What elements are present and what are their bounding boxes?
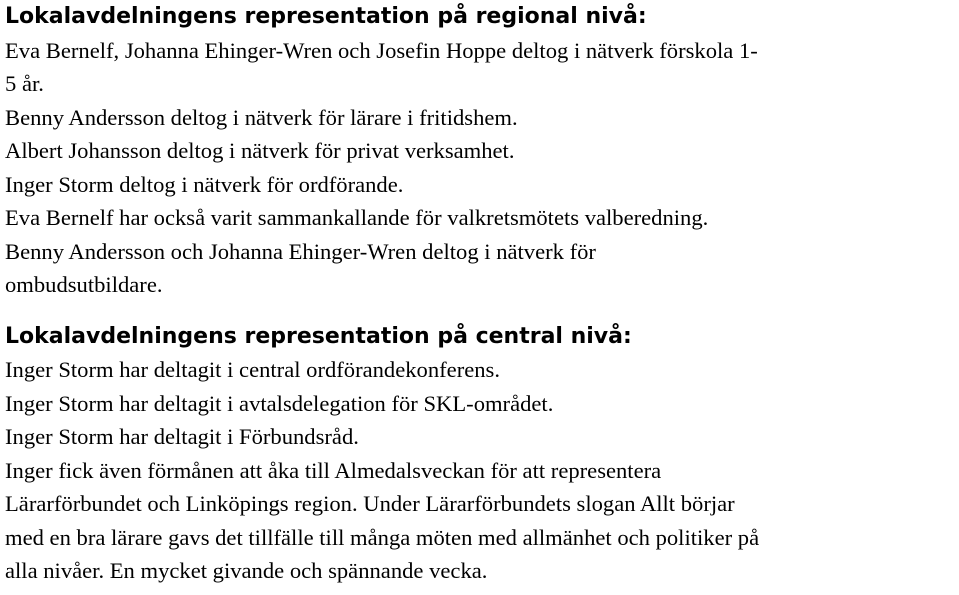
central-section <box>5 320 955 588</box>
regional-heading: Lokalavdelningens representation på regional nivå: <box>5 4 647 29</box>
regional-line: Inger Storm deltog i nätverk för ordförande. <box>5 171 404 197</box>
regional-line: Eva Bernelf har också varit sammankallande för valkretsmötets valberedning. <box>5 205 709 230</box>
central-line: Inger fick även förmånen att åka till Almedalsveckan för att representera <box>5 457 662 483</box>
regional-line: Eva Bernelf, Johanna Ehinger-Wren och Josefin Hoppe deltog i nätverk förskola 1- <box>5 37 758 63</box>
regional-line: Benny Andersson och Johanna Ehinger-Wren deltog i nätverk för <box>5 238 596 264</box>
central-line: Lärarförbundet och Linköpings region. Under Lärarförbundets slogan Allt börjar <box>5 491 735 516</box>
regional-section <box>5 0 955 302</box>
regional-line: Benny Andersson deltog i nätverk för lärare i fritidshem. <box>5 104 518 130</box>
central-line: med en bra lärare gavs det tillfälle till många möten med allmänhet och politiker på <box>5 524 760 550</box>
regional-line: Albert Johansson deltog i nätverk för privat verksamhet. <box>5 138 515 163</box>
document-page <box>5 0 955 588</box>
central-line: Inger Storm har deltagit i central ordförandekonferens. <box>5 357 500 382</box>
central-line: alla nivåer. En mycket givande och spännande vecka. <box>5 558 488 583</box>
central-heading: Lokalavdelningens representation på central nivå: <box>5 323 632 349</box>
central-line: Inger Storm har deltagit i avtalsdelegation för SKL-området. <box>5 390 554 416</box>
central-line: Inger Storm har deltagit i Förbundsråd. <box>5 424 359 449</box>
section-spacer <box>5 302 955 320</box>
regional-line: ombudsutbildare. <box>5 272 163 297</box>
regional-line: 5 år. <box>5 71 44 96</box>
